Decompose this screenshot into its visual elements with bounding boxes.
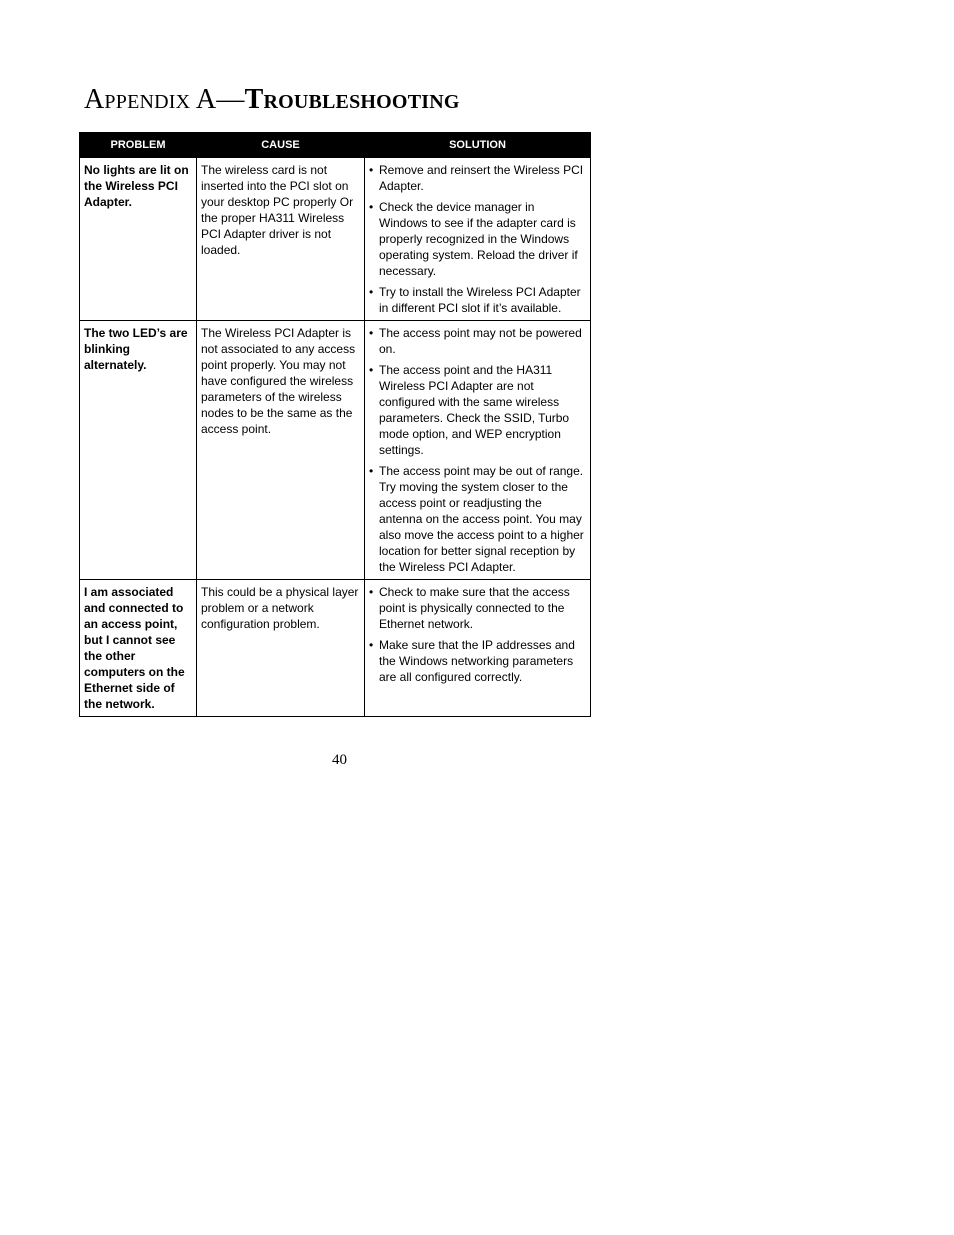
solution-cell [365, 321, 591, 580]
solution-list [369, 584, 586, 685]
solution-item [369, 162, 586, 194]
solution-item [369, 463, 586, 575]
column-header-cause: CAUSE [197, 133, 365, 158]
solution-text: The access point and the HA311 Wireless PCI Adapter are not configured with the same wireless parameters. Check the SSID, Turbo mode option, and WEP encryption settings. [379, 363, 570, 457]
solution-item [369, 284, 586, 316]
solution-text: Try to install the Wireless PCI Adapter in different PCI slot if it’s available. [379, 285, 581, 315]
problem-cell: I am associated and connected to an access point, but I cannot see the other computers on the Ethernet side of the network. [80, 580, 197, 717]
table-row [80, 158, 591, 321]
solution-list [369, 162, 586, 316]
column-header-solution: SOLUTION [365, 133, 591, 158]
cause-cell: The Wireless PCI Adapter is not associated to any access point properly. You may not have configured the wireless parameters of the wireless nodes to be the same as the access point. [197, 321, 365, 580]
solution-text: Remove and reinsert the Wireless PCI Adapter. [379, 163, 584, 193]
solution-item [369, 325, 586, 357]
solution-text: Check the device manager in Windows to see if the adapter card is properly recognized in the Windows operating system. Reload the driver if necessary. [379, 200, 578, 278]
page-number: 40 [332, 752, 347, 768]
solution-text: Make sure that the IP addresses and the Windows networking parameters are all configured correctly. [379, 638, 575, 684]
cause-cell: This could be a physical layer problem or a network configuration problem. [197, 580, 365, 717]
bullet-icon: • [369, 585, 374, 599]
problem-cell: The two LED’s are blinking alternately. [80, 321, 197, 580]
solution-cell [365, 580, 591, 717]
cause-cell: The wireless card is not inserted into the PCI slot on your desktop PC properly Or the proper HA311 Wireless PCI Adapter driver is not loaded. [197, 158, 365, 321]
page-title [84, 84, 460, 116]
title-dash: — [216, 84, 245, 115]
title-appendix-label: Appendix A [84, 84, 217, 115]
bullet-icon: • [369, 163, 374, 177]
solution-text: Check to make sure that the access point is physically connected to the Ethernet network. [379, 585, 570, 631]
solution-list [369, 325, 586, 575]
table-row [80, 321, 591, 580]
solution-item [369, 362, 586, 458]
bullet-icon: • [369, 363, 374, 377]
solution-text: The access point may not be powered on. [379, 326, 582, 356]
bullet-icon: • [369, 200, 374, 214]
table-header-row [80, 133, 591, 158]
bullet-icon: • [369, 326, 374, 340]
solution-item [369, 199, 586, 279]
troubleshooting-table [79, 132, 591, 717]
solution-text: The access point may be out of range. Try moving the system closer to the access point or readjusting the antenna on the access point. You may also move the access point to a higher location for better signal reception by the Wireless PCI Adapter. [379, 464, 584, 574]
title-section-label: Troubleshooting [244, 84, 460, 115]
bullet-icon: • [369, 638, 374, 652]
bullet-icon: • [369, 285, 374, 299]
column-header-problem: PROBLEM [80, 133, 197, 158]
bullet-icon: • [369, 464, 374, 478]
solution-item [369, 637, 586, 685]
solution-cell [365, 158, 591, 321]
table-row [80, 580, 591, 717]
solution-item [369, 584, 586, 632]
problem-cell: No lights are lit on the Wireless PCI Adapter. [80, 158, 197, 321]
